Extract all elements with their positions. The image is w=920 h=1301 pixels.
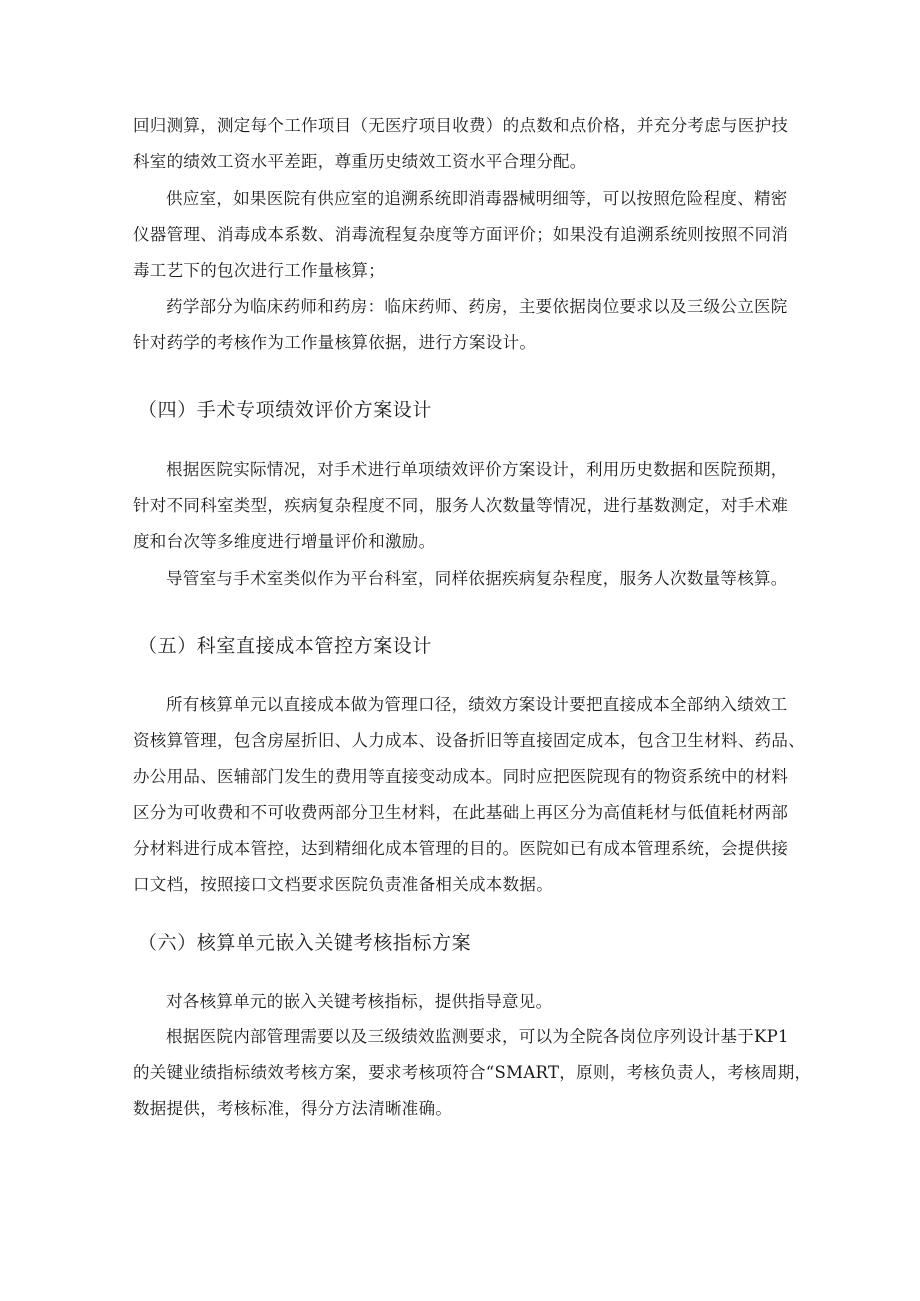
text-line: 回归测算，测定每个工作项目（无医疗项目收费）的点数和点价格，并充分考虑与医护技	[133, 116, 789, 135]
text-line: 口文档，按照接口文档要求医院负责准备相关成本数据。	[133, 875, 553, 894]
text-line: 对各核算单元的嵌入关键考核指标，提供指导意见。	[166, 992, 553, 1011]
text-line: 区分为可收费和不可收费两部分卫生材料，在此基础上再区分为高值耗材与低值耗材两部	[133, 803, 789, 822]
text-line: 根据医院内部管理需要以及三级绩效监测要求，可以为全院各岗位序列设计基于KP1	[166, 1027, 789, 1046]
text-line: 仪器管理、消毒成本系数、消毒流程复杂度等方面评价；如果没有追溯系统则按照不同消	[133, 225, 789, 244]
text-line: 供应室，如果医院有供应室的追溯系统即消毒器械明细等，可以按照危险程度、精密	[166, 189, 788, 208]
text-line: 科室的绩效工资水平差距，尊重历史绩效工资水平合理分配。	[133, 152, 587, 171]
text-line: 针对不同科室类型，疾病复杂程度不同，服务人次数量等情况，进行基数测定，对手术难	[133, 496, 789, 515]
section-heading-cost-control: （五）科室直接成本管控方案设计	[138, 635, 433, 657]
section-heading-kpi: （六）核算单元嵌入关键考核指标方案	[138, 932, 472, 954]
text-line: 导管室与手术室类似作为平台科室，同样依据疾病复杂程度，服务人次数量等核算。	[166, 569, 788, 588]
text-line: 办公用品、医辅部门发生的费用等直接变动成本。同时应把医院现有的物资系统中的材料	[133, 767, 789, 786]
text-line: 毒工艺下的包次进行工作量核算；	[133, 261, 385, 280]
text-line: 针对药学的考核作为工作量核算依据，进行方案设计。	[133, 333, 537, 352]
text-line: 所有核算单元以直接成本做为管理口径，绩效方案设计要把直接成本全部纳入绩效工	[166, 695, 788, 714]
text-line: 的关键业绩指标绩效考核方案，要求考核项符合“SMART，原则，考核负责人，考核周期，	[133, 1063, 812, 1082]
text-line: 资核算管理，包含房屋折旧、人力成本、设备折旧等直接固定成本，包含卫生材料、药品、	[133, 731, 805, 750]
text-line: 药学部分为临床药师和药房：临床药师、药房，主要依据岗位要求以及三级公立医院	[166, 297, 788, 316]
text-line: 度和台次等多维度进行增量评价和激励。	[133, 532, 436, 551]
text-line: 分材料进行成本管控，达到精细化成本管理的目的。医院如已有成本管理系统，会提供接	[133, 839, 789, 858]
section-heading-surgery: （四）手术专项绩效评价方案设计	[138, 399, 433, 421]
text-line: 根据医院实际情况，对手术进行单项绩效评价方案设计，利用历史数据和医院预期，	[166, 460, 788, 479]
text-line: 数据提供，考核标准，得分方法清晰准确。	[133, 1099, 453, 1118]
